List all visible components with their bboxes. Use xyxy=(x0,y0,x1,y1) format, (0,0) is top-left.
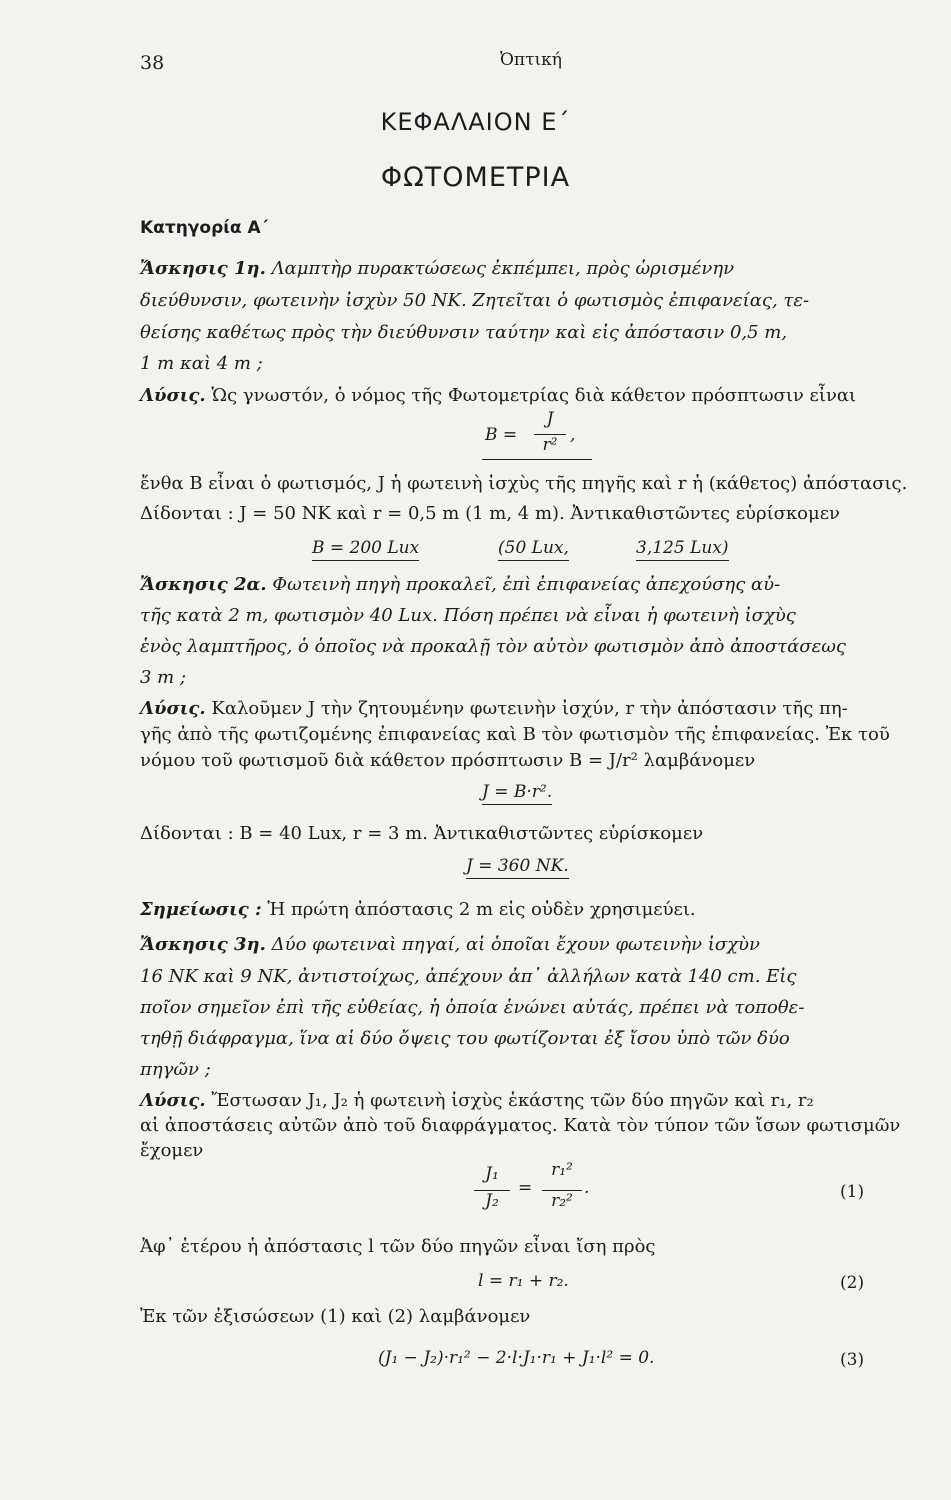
result-1: B = 200 Lux xyxy=(312,538,419,561)
equation-quadratic: (J₁ − J₂)·r₁² − 2·l·J₁·r₁ + J₁·l² = 0. xyxy=(378,1348,655,1368)
exercise-1-label: Ἄσκησις 1η. xyxy=(140,258,266,279)
chapter-heading: ΚΕΦΑΛΑΙΟΝ Ε΄ xyxy=(380,108,571,136)
solution-3-line-3: ἔχομεν xyxy=(140,1140,204,1161)
solution-2-text: Καλοῦμεν J τὴν ζητουμένην φωτεινὴν ἰσχύν, r τὴν ἀπόστασιν τῆς πη- xyxy=(211,698,848,719)
solution-2-line-2: γῆς ἀπὸ τῆς φωτιζομένης ἐπιφανείας καὶ B τὸν φωτισμὸν τῆς ἐπιφανείας. Ἐκ τοῦ xyxy=(140,724,890,745)
ratio-equals: = xyxy=(518,1178,533,1198)
result-3: 3,125 Lux) xyxy=(636,538,729,561)
formula-numerator: J xyxy=(546,409,554,429)
exercise-2-text: Φωτεινὴ πηγὴ προκαλεῖ, ἐπὶ ἐπιφανείας ἀπεχούσης αὐ- xyxy=(272,574,781,595)
exercise-3-line-5: πηγῶν ; xyxy=(140,1059,211,1080)
solution-3-line-5: Ἐκ τῶν ἐξισώσεων (1) καὶ (2) λαμβάνομεν xyxy=(140,1306,531,1327)
solution-2-line-1 xyxy=(140,698,848,719)
section-title: ΦΩΤΟΜΕΤΡΙΑ xyxy=(380,162,571,193)
note-text: Ἡ πρώτη ἀπόστασις 2 m εἰς οὐδὲν χρησιμεύει. xyxy=(267,899,696,920)
result-2: (50 Lux, xyxy=(498,538,569,561)
exercise-1-line-4: 1 m καὶ 4 m ; xyxy=(140,353,263,374)
note-label: Σημείωσις : xyxy=(140,899,262,920)
solution-2-line-4: Δίδονται : B = 40 Lux, r = 3 m. Ἀντικαθιστῶντες εὑρίσκομεν xyxy=(140,823,704,844)
solution-1-line-1 xyxy=(140,385,856,406)
exercise-1-line-2: διεύθυνσιν, φωτεινὴν ἰσχὺν 50 ΝΚ. Ζητεῖται ὁ φωτισμὸς ἐπιφανείας, τε- xyxy=(140,290,810,311)
exercise-3-line-1 xyxy=(140,934,760,955)
exercise-2-line-2: τῆς κατὰ 2 m, φωτισμὸν 40 Lux. Πόση πρέπει νὰ εἶναι ἡ φωτεινὴ ἰσχὺς xyxy=(140,605,796,626)
exercise-3-line-4: τηθῇ διάφραγμα, ἵνα αἱ δύο ὄψεις του φωτίζονται ἐξ ἴσου ὑπὸ τῶν δύο xyxy=(140,1028,790,1049)
ratio-r1-squared: r₁² xyxy=(551,1160,573,1180)
ratio-j1: J₁ xyxy=(485,1164,499,1184)
exercise-3-line-3: ποῖον σημεῖον ἐπὶ τῆς εὐθείας, ἡ ὁποία ἑνώνει αὐτάς, πρέπει νὰ τοποθε- xyxy=(140,997,805,1018)
solution-1-label: Λύσις. xyxy=(140,385,206,406)
equation-j-br2: J = B·r². xyxy=(482,782,552,805)
category-heading: Κατηγορία Α΄ xyxy=(140,218,269,238)
solution-3-line-4: Ἀφ᾽ ἑτέρου ἡ ἀπόστασις l τῶν δύο πηγῶν εἶναι ἴση πρὸς xyxy=(140,1236,656,1257)
exercise-1-line-1 xyxy=(140,258,734,279)
exercise-2-line-4: 3 m ; xyxy=(140,667,187,688)
ratio-j2: J₂ xyxy=(474,1190,510,1211)
exercise-3-label: Ἄσκησις 3η. xyxy=(140,934,266,955)
ratio-period: . xyxy=(584,1178,590,1198)
note-line xyxy=(140,899,696,920)
solution-3-text: Ἔστωσαν J₁, J₂ ἡ φωτεινὴ ἰσχὺς ἑκάστης τῶν δύο πηγῶν καὶ r₁, r₂ xyxy=(211,1090,814,1111)
exercise-1-line-3: θείσης καθέτως πρὸς τὴν διεύθυνσιν ταύτην καὶ εἰς ἀπόστασιν 0,5 m, xyxy=(140,322,788,343)
exercise-2-label: Ἄσκησις 2α. xyxy=(140,574,267,595)
equation-number-3: (3) xyxy=(840,1350,865,1370)
solution-3-line-1 xyxy=(140,1090,814,1111)
solution-3-line-2: αἱ ἀποστάσεις αὐτῶν ἀπὸ τοῦ διαφράγματος. Κατὰ τὸν τύπον τῶν ἴσων φωτισμῶν xyxy=(140,1115,901,1136)
formula-lhs: B = xyxy=(485,425,518,445)
exercise-2-line-1 xyxy=(140,574,780,595)
formula-underline xyxy=(482,459,592,460)
exercise-3-text: Δύο φωτειναὶ πηγαί, αἱ ὁποῖαι ἔχουν φωτεινὴν ἰσχὺν xyxy=(271,934,760,955)
page-number: 38 xyxy=(140,52,165,74)
equation-l-sum: l = r₁ + r₂. xyxy=(478,1271,569,1291)
exercise-1-text: Λαμπτὴρ πυρακτώσεως ἐκπέμπει, πρὸς ὡρισμένην xyxy=(271,258,735,279)
solution-3-label: Λύσις. xyxy=(140,1090,206,1111)
solution-1-text: Ὡς γνωστόν, ὁ νόμος τῆς Φωτομετρίας διὰ κάθετον πρόσπτωσιν εἶναι xyxy=(211,385,857,406)
solution-1-line-3: Δίδονται : J = 50 NK καὶ r = 0,5 m (1 m, 4 m). Ἀντικαθιστῶντες εὑρίσκομεν xyxy=(140,503,840,524)
formula-comma: , xyxy=(570,425,576,445)
solution-2-label: Λύσις. xyxy=(140,698,206,719)
equation-j-360: J = 360 NK. xyxy=(466,856,569,879)
solution-2-line-3: νόμου τοῦ φωτισμοῦ διὰ κάθετον πρόσπτωσιν B = J/r² λαμβάνομεν xyxy=(140,750,756,771)
equation-number-2: (2) xyxy=(840,1273,865,1293)
formula-denominator: r² xyxy=(534,434,566,455)
running-head: Ὀπτική xyxy=(500,50,562,70)
exercise-2-line-3: ἑνὸς λαμπτῆρος, ὁ ὁποῖος νὰ προκαλῇ τὸν αὐτὸν φωτισμὸν ἀπὸ ἀποστάσεως xyxy=(140,636,846,657)
ratio-r2-squared: r₂² xyxy=(542,1190,582,1211)
equation-number-1: (1) xyxy=(840,1182,865,1202)
exercise-3-line-2: 16 NK καὶ 9 NK, ἀντιστοίχως, ἀπέχουν ἀπ᾽ ἀλλήλων κατὰ 140 cm. Εἰς xyxy=(140,966,797,987)
solution-1-line-2: ἔνθα B εἶναι ὁ φωτισμός, J ἡ φωτεινὴ ἰσχὺς τῆς πηγῆς καὶ r ἡ (κάθετος) ἀπόστασις. xyxy=(140,473,908,494)
